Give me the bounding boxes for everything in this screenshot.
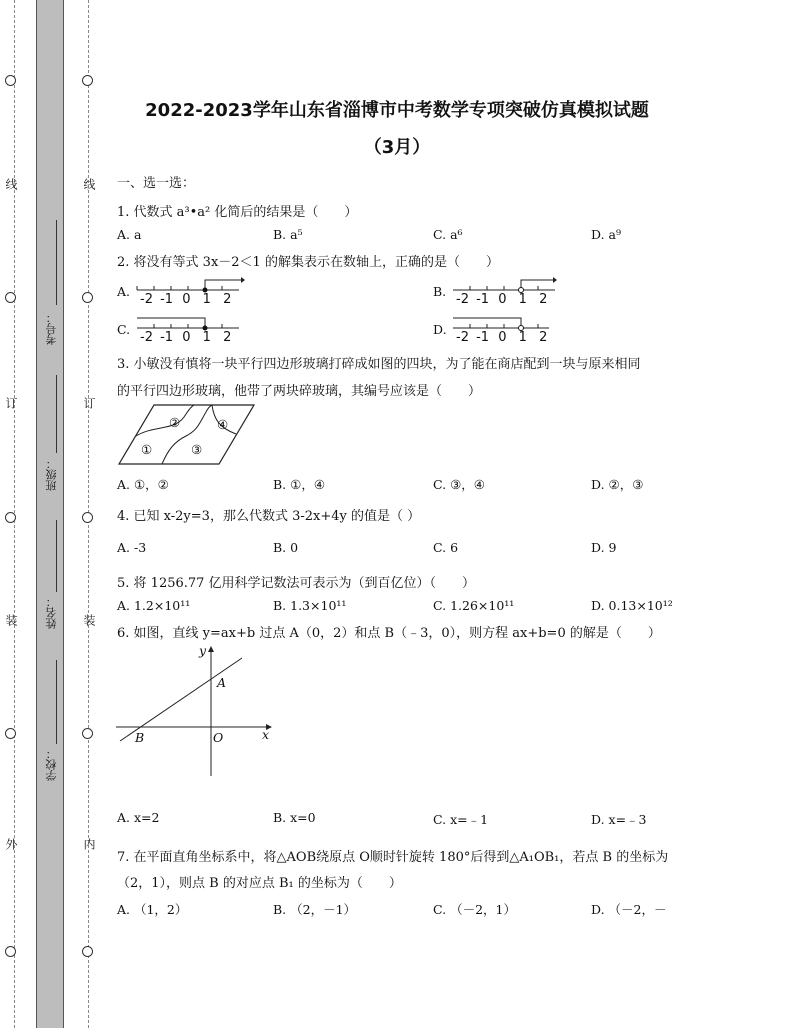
q5-option-a: A. 1.2×10¹¹ — [117, 598, 191, 613]
class-field: 班级： — [45, 458, 58, 491]
q5-stem: 5. 将 1256.77 亿用科学记数法可表示为（到百亿位）（ ） — [117, 576, 476, 591]
q3-option-b: B. ①，④ — [273, 477, 326, 492]
tick-label: 2 — [223, 292, 232, 307]
q6-option-a: A. x=2 — [117, 810, 160, 825]
binding-hole — [5, 292, 16, 303]
graph-x-label: x — [262, 727, 270, 742]
q5-option-b: B. 1.3×10¹¹ — [273, 598, 347, 613]
tick-label: 2 — [539, 330, 548, 345]
q6-option-c: C. x=﹣1 — [433, 812, 489, 827]
q3-option-d: D. ②，③ — [591, 477, 644, 492]
q6-option-d: D. x=﹣3 — [591, 812, 647, 827]
q1-option-d: D. a⁹ — [591, 227, 621, 242]
tick-label: 1 — [518, 330, 527, 345]
q4-option-c: C. 6 — [433, 540, 459, 555]
q4-option-b: B. 0 — [273, 540, 299, 555]
page-title: 2022-2023学年山东省淄博市中考数学专项突破仿真模拟试题 — [145, 100, 649, 121]
tick-label: -1 — [476, 292, 490, 307]
binding-hole — [82, 292, 93, 303]
tick-label: -2 — [140, 330, 153, 345]
q6-stem: 6. 如图，直线 y=ax+b 过点 A（0，2）和点 B（﹣3，0），则方程 ax+b=0 的解是（ ） — [117, 626, 661, 641]
outer-mark-xian: 线 — [4, 178, 18, 190]
nl-d-labels — [456, 330, 547, 345]
q7-stem-line1: 7. 在平面直角坐标系中，将△AOB绕原点 O顺时针旋转 180°后得到△A₁OB₁，若点 B 的坐标为 — [117, 850, 669, 865]
q4-option-d: D. 9 — [591, 540, 617, 555]
q7-option-c: C. （－2，1） — [433, 902, 516, 917]
q2-option-c: C. — [117, 322, 131, 337]
q1-option-c: C. a⁶ — [433, 227, 463, 242]
school-underline — [56, 660, 57, 744]
inner-mark-nei: 内 — [82, 838, 96, 850]
q7-option-a: A. （1，2） — [117, 902, 188, 917]
inner-mark-xian: 线 — [82, 178, 96, 190]
tick-label: -2 — [456, 292, 469, 307]
outer-mark-zhuang: 装 — [4, 614, 18, 626]
q1-stem: 1. 代数式 a³•a² 化简后的结果是（ ） — [117, 205, 358, 220]
binding-hole — [82, 75, 93, 86]
tick-label: 0 — [182, 292, 191, 307]
q3-option-a: A. ①，② — [117, 477, 169, 492]
outer-mark-wai: 外 — [4, 838, 18, 850]
q4-option-a: A. -3 — [117, 540, 147, 555]
tick-label: 2 — [539, 292, 548, 307]
graph-point-a-label: A — [217, 675, 227, 690]
tick-label: -1 — [160, 292, 174, 307]
section-heading: 一、选一选： — [117, 176, 196, 191]
q2-option-b: B. — [433, 284, 447, 299]
tick-label: 2 — [223, 330, 232, 345]
q5-option-d: D. 0.13×10¹² — [591, 598, 673, 613]
glass-piece-label: ② — [169, 415, 181, 430]
inner-mark-zhuang: 装 — [82, 614, 96, 626]
tick-label: -2 — [140, 292, 153, 307]
glass-piece-label: ④ — [217, 417, 229, 432]
inner-mark-ding: 订 — [82, 397, 96, 409]
binding-hole — [82, 728, 93, 739]
q3-stem-line2: 的平行四边形玻璃，他带了两块碎玻璃，其编号应该是（ ） — [117, 384, 482, 399]
binding-hole — [82, 512, 93, 523]
nl-a-labels — [140, 292, 231, 307]
linear-function-graph — [114, 644, 274, 778]
broken-glass-figure — [116, 402, 258, 468]
q7-stem-line2: （2，1），则点 B 的对应点 B₁ 的坐标为（ ） — [117, 876, 402, 891]
q5-option-c: C. 1.26×10¹¹ — [433, 598, 515, 613]
glass-piece-label: ① — [141, 442, 153, 457]
binding-hole — [5, 512, 16, 523]
binding-hole — [82, 946, 93, 957]
exam-number-field: 考号： — [45, 312, 58, 345]
q2-option-a: A. — [117, 284, 131, 299]
graph-origin-label: O — [213, 730, 224, 745]
tick-label: 1 — [202, 292, 211, 307]
q2-option-d: D. — [433, 322, 447, 337]
glass-piece-label: ③ — [191, 442, 203, 457]
graph-y-label: y — [199, 643, 207, 658]
binding-hole — [5, 946, 16, 957]
q3-option-c: C. ③，④ — [433, 477, 485, 492]
nl-c-labels — [140, 330, 231, 345]
binding-hole — [5, 728, 16, 739]
tick-label: 0 — [182, 330, 191, 345]
q2-stem: 2. 将没有等式 3x－2＜1 的解集表示在数轴上，正确的是（ ） — [117, 255, 499, 270]
q1-option-b: B. a⁵ — [273, 227, 303, 242]
q3-stem-line1: 3. 小敏没有慎将一块平行四边形玻璃打碎成如图的四块，为了能在商店配到一块与原来相同 — [117, 357, 641, 372]
q7-option-b: B. （2，－1） — [273, 902, 357, 917]
exam-number-underline — [56, 220, 57, 305]
tick-label: -1 — [476, 330, 490, 345]
school-field: 学校： — [45, 748, 58, 781]
tick-label: -1 — [160, 330, 174, 345]
q7-option-d: D. （－2，－ — [591, 902, 667, 917]
outer-mark-ding: 订 — [4, 397, 18, 409]
tick-label: 1 — [518, 292, 527, 307]
graph-point-b-label: B — [135, 730, 145, 745]
name-field: 姓名： — [45, 596, 58, 629]
q4-stem: 4. 已知 x-2y=3，那么代数式 3-2x+4y 的值是（ ） — [117, 509, 421, 524]
nl-b-labels — [456, 292, 547, 307]
q1-option-a: A. a — [117, 227, 142, 242]
q6-option-b: B. x=0 — [273, 810, 316, 825]
binding-hole — [5, 75, 16, 86]
class-underline — [56, 375, 57, 453]
tick-label: 0 — [498, 292, 507, 307]
tick-label: 0 — [498, 330, 507, 345]
name-underline — [56, 520, 57, 592]
page-subtitle: （3月） — [363, 137, 431, 158]
tick-label: 1 — [202, 330, 211, 345]
tick-label: -2 — [456, 330, 469, 345]
